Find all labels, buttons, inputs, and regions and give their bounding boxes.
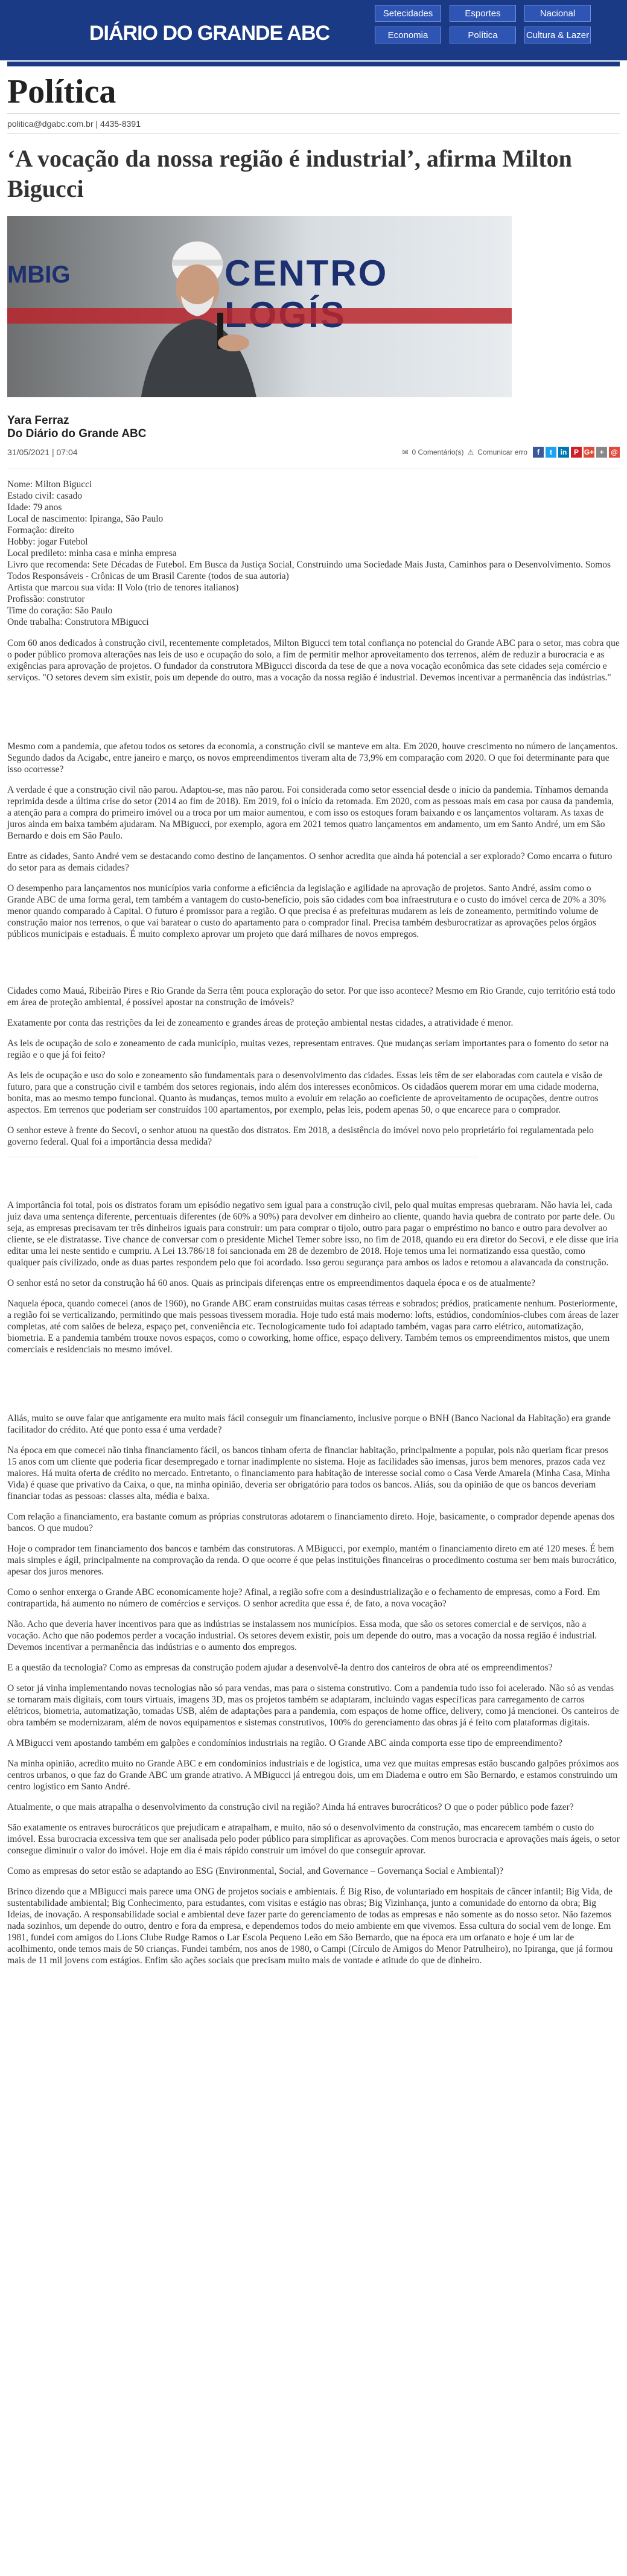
article-paragraph: Cidades como Mauá, Ribeirão Pires e Rio Grande da Serra têm pouca exploração do setor. Por que isso acontece? Mesmo em Rio Grande, cujo território está todo em área de proteção ambiental, é possível apostar na construção de imóveis? (7, 986, 616, 1008)
profile-fact: Nome: Milton Bigucci (7, 479, 92, 490)
article-paragraph: Atualmente, o que mais atrapalha o desenvolvimento da construção civil na região? Ainda há entraves burocráticos? O que o poder público pode fazer? (7, 1802, 574, 1812)
nav-nacional[interactable]: Nacional (524, 5, 591, 22)
article-paragraph: Como o senhor enxerga o Grande ABC economicamente hoje? Afinal, a região sofre com a desindustrialização e o fechamento de empresas, como a Ford. Em contrapartida, há aumento no número de comércios e serviços. O senhor acredita que essa é, de fato, a nova vocação? (7, 1587, 600, 1609)
paragraph-group-4 (7, 1413, 620, 1966)
nav-politica[interactable]: Política (450, 27, 516, 43)
nav-cultura-lazer[interactable]: Cultura & Lazer (524, 27, 591, 43)
profile-fact: Artista que marcou sua vida: Il Volo (trio de tenores italianos) (7, 583, 239, 593)
paragraph-group-1 (7, 741, 620, 940)
profile-fact: Idade: 79 anos (7, 502, 62, 513)
profile-fact: Onde trabalha: Construtora MBigucci (7, 617, 149, 627)
author-name: Yara Ferraz (7, 414, 69, 427)
profile-fact: Hobby: jogar Futebol (7, 537, 88, 547)
profile-fact: Formação: direito (7, 525, 74, 535)
article-paragraph: O desempenho para lançamentos nos municípios varia conforme a eficiência da legislação e agilidade na aprovação de projetos. Santo André, assim como o Grande ABC de uma forma geral, tem também a vantagem do custo-benefício, pois são cidades com boa infraestrutura e o custo do imóvel cerca de 20% a 30% menor quando comparado à Capital. O futuro é promissor para a região. O que precisa é as prefeituras mudarem as leis de zoneamento, permitindo volume de construção maior nos terrenos, o que vai baratear o custo do apartamento para o comprador final. Precisa também desburocratizar as aprovações pelos órgãos públicos municipais e estaduais. É muito complexo aprovar um projeto que dará milhares de novos empregos. (7, 883, 606, 939)
article-paragraph: Na minha opinião, acredito muito no Grande ABC e em condomínios industriais e de logística, uma vez que muitas empresas estão buscando galpões próximos aos centros urbanos, o que faz do Grande ABC um grande atrativo. A MBigucci já entregou dois, um em Diadema e outro em São Bernardo, e estamos construindo um centro logístico em Santo André. (7, 1759, 619, 1792)
profile-fact: Local predileto: minha casa e minha empresa (7, 548, 177, 558)
facebook-icon[interactable]: f (533, 447, 544, 458)
twitter-icon[interactable]: t (546, 447, 556, 458)
article-paragraph: Não. Acho que deveria haver incentivos para que as indústrias se instalassem nos municípios. Essa moda, que são os setores comercial e de serviços, não a vocação. Acho que não podemos perder a vocação industrial. Os setores devem existir, pois um depende do outro, mas a vocação da nossa região é industrial. Devemos incentivar a permanência das indústrias e o aumento dos empregos. (7, 1619, 597, 1652)
article-paragraph: A importância foi total, pois os distratos foram um episódio negativo sem igual para a construção civil, pelo qual muitas empresas quebraram. Não havia lei, cada juiz dava uma sentença diferente, percentuais diferentes (de 60% a 90%) para devolver em dinheiro ao cliente, quando havia quebra de contrato por parte dele. Ou seja, as empresas precisavam ter três dinheiros iguais para construir: um para comprar o tijolo, outro para pagar o empréstimo no banco e outro para devolver ao cliente, se ele distratasse. Tive chance de conversar com o presidente Michel Temer sobre isso, no fim de 2018, quando eu era diretor do Secovi, e ele disse que iria editar uma lei neste sentido e cumpriu. A Lei 13.786/18 foi sancionada em 28 de dezembro de 2018. Hoje temos uma lei normatizando essa questão, como qualquer país civilizado, onde as duas partes respondem pelo que foi acordado. Isso gerou segurança para ambos os lados e retomou a alavancada da construção. (7, 1200, 619, 1268)
article-photo (7, 216, 512, 397)
article-paragraph: Com 60 anos dedicados à construção civil, recentemente completados, Milton Bigucci tem total confiança no potencial do Grande ABC para o setor, mas cobra que o poder público promova alterações nas leis de uso e ocupação do solo, a fim de permitir melhor aproveitamento dos terrenos, além de reduzir a burocracia e as exigências para aprovação de projetos. O fundador da construtora MBigucci discorda da tese de que a nova vocação econômica das sete cidades seja comércio e serviços. "O setores devem sim existir, pois um depende do outro, mas a vocação da nossa região é industrial. Devemos incentivar a permanência das indústrias." (7, 638, 620, 683)
publish-date: 31/05/2021 | 07:04 (7, 447, 78, 457)
share-icon[interactable]: + (596, 447, 607, 458)
profile-fact: Time do coração: São Paulo (7, 606, 113, 616)
section-contact[interactable]: politica@dgabc.com.br | 4435-8391 (7, 114, 620, 134)
article-paragraph: Mesmo com a pandemia, que afetou todos os setores da economia, a construção civil se manteve em alta. Em 2020, houve crescimento no número de lançamentos. Segundo dados da Acigabc, entre janeiro e março, os novos empreendimentos tiveram alta de 73,9% em comparação com 2020. O que foi determinante para que isso ocorresse? (7, 741, 618, 775)
article-paragraph: São exatamente os entraves burocráticos que prejudicam e atrapalham, e muito, não só o desenvolvimento da construção, mas encarecem também o custo do imóvel. Essa burocracia excessiva tem que ser analisada pelo poder público para simplificar as aprovações. Com menos burocracia e aprovações mais ágeis, o setor consegue diminuir o valor do imóvel. Hoje em dia é mais rápido construir um imóvel do que conseguir aprovar. (7, 1823, 620, 1856)
comment-icon: ✉ (402, 448, 409, 456)
nav-esportes[interactable]: Esportes (450, 5, 516, 22)
article-paragraph: A MBigucci vem apostando também em galpões e condomínios industriais na região. O Grande ABC ainda comporta esse tipo de empreendimento? (7, 1738, 562, 1748)
profile-fact: Estado civil: casado (7, 491, 82, 501)
article-body (7, 469, 620, 1966)
top-nav (375, 5, 591, 43)
article-paragraph: As leis de ocupação de solo e zoneamento de cada município, muitas vezes, representam entraves. Que mudanças seriam importantes para o fomento do setor na região e o que já foi feito? (7, 1038, 609, 1060)
inline-ad-space (7, 692, 620, 741)
pinterest-icon[interactable]: P (571, 447, 582, 458)
article-paragraph: Entre as cidades, Santo André vem se destacando como destino de lançamentos. O senhor acredita que ainda há potencial a ser explorado? Como encarra o futuro do setor para as demais cidades? (7, 851, 613, 873)
nav-setecidades[interactable]: Setecidades (375, 5, 441, 22)
article-paragraph: O senhor está no setor da construção há 60 anos. Quais as principais diferenças entre os empreendimentos daquela época e os de atualmente? (7, 1278, 536, 1288)
article-paragraph: O senhor esteve à frente do Secovi, o senhor atuou na questão dos distratos. Em 2018, a desistência do imóvel novo pelo proprietário foi regulamentada pelo governo federal. Qual foi a importância dessa medida? (7, 1125, 594, 1147)
article-paragraph: Exatamente por conta das restrições da lei de zoneamento e grandes áreas de proteção ambiental nestas cidades, a atratividade é menor. (7, 1018, 514, 1028)
article-paragraph: E a questão da tecnologia? Como as empresas da construção podem ajudar a desenvolvê-la dentro dos canteiros de obra até os empreendimentos? (7, 1663, 553, 1673)
share-buttons (531, 447, 620, 458)
article-paragraph: Aliás, muito se ouve falar que antigamente era muito mais fácil conseguir um financiamento, inclusive porque o BNH (Banco Nacional da Habitação) era grande facilitador do crédito. Até que ponto essa é uma verdade? (7, 1413, 611, 1435)
linkedin-icon[interactable]: in (558, 447, 569, 458)
header-rule (7, 62, 620, 66)
article-paragraph: Brinco dizendo que a MBigucci mais parece uma ONG de projetos sociais e ambientais. É Big Riso, de voluntariado em hospitais de câncer infantil; Big Vida, de sustentabilidade ambiental; Big Conhecimento, para estudantes, com visitas e estágio nas obras; Big Vizinhança, junto a comunidade do entorno da obra; Big Ideias, de inovação. A responsabilidade social e ambiental deve fazer parte do gerenciamento de todas as empresas e não somente as do nosso setor. Não fazemos nada sozinhos, um depende do outro, dentro e fora da empresa, e dependemos todos do meio ambiente em que vivemos. Essa cultura do social vem de longe. Em 1981, fundei com amigos do Lions Clube Rudge Ramos o Lar Escola Pequeno Leão em São Bernardo, que na época era um orfanato e hoje é um lar de acolhimento, onde temos mais de 50 crianças. Fundei também, nos anos de 1980, o Campi (Círculo de Amigos do Menor Patrulheiro), no Ipiranga, que já formou mais de 11 mil jovens com estágios. Enfim são ações sociais que precisam muito mais de vontade e atitude do que de dinheiro. (7, 1887, 613, 1966)
profile-fact: Local de nascimento: Ipiranga, São Paulo (7, 514, 164, 524)
profile-fact: Livro que recomenda: Sete Décadas de Futebol. Em Busca da Justiça Social, Construindo uma Sociedade Mais Justa, Caminhos para o Desenvolvimento. Somos Todos Responsáveis - Crônicas de um Brasil Carente (todos de sua autoria) (7, 560, 611, 581)
photo-person (128, 222, 267, 397)
profile-fact: Profissão: construtor (7, 594, 85, 604)
article-paragraph: Como as empresas do setor estão se adaptando ao ESG (Environmental, Social, and Governance – Governança Social e Ambiental)? (7, 1866, 504, 1876)
article-paragraph: Na época em que comecei não tinha financiamento fácil, os bancos tinham oferta de financiar habitação, principalmente a popular, pois não queriam ficar presos 15 anos com um cliente que poderia ficar desempregado e tornar inadimplente no sistema. Hoje as facilidades são imensas, juros bem menores, prazos cada vez maiores. Há muita oferta de crédito no mercado. Entretanto, o financiamento para habitação de interesse social como o Casa Verde Amarela (Minha Casa, Minha Vida) é quase que privativo da Caixa, o que, na minha opinião, deveria ser obrigatório para todos os bancos. Aliás, sou da opinião de que os bancos deveriam financiar todas as pessoas: classes alta, média e baixa. (7, 1445, 610, 1501)
email-icon[interactable]: @ (609, 447, 620, 458)
site-header (0, 0, 627, 60)
article-paragraph: A verdade é que a construção civil não parou. Adaptou-se, mas não parou. Foi considerada como setor essencial desde o início da pandemia. Tínhamos demanda reprimida desde a última crise do setor (2014 ao fim de 2018). Em 2019, foi o início da retomada. Em 2020, com as pessoas mais em casa por causa da pandemia, a atenção para a compra do primeiro imóvel ou a troca por um maior aumentou, e com isso os estoques foram baixando e os lançamentos voltaram. As taxas de juros ainda em baixa também ajudaram. Na MBigucci, por exemplo, agora em 2021 temos quatro lançamentos em andamento, um em Santo André, um em São Bernardo e dois em São Paulo. (7, 785, 614, 841)
comments-link[interactable]: 0 Comentário(s) (412, 448, 464, 456)
article-paragraph: Hoje o comprador tem financiamento dos bancos e também das construtoras. A MBigucci, por exemplo, mantém o financiamento direto em até 120 meses. É bem mais simples e ágil, principalmente na comprovação da renda. O que ocorre é que pelas instituições financeiras o procedimento costuma ser bem mais burocrático, apesar dos juros menores. (7, 1544, 617, 1577)
site-logo[interactable]: DIÁRIO DO GRANDE ABC (89, 22, 330, 45)
inline-ad-space (7, 949, 620, 985)
article-headline: ‘A vocação da nossa região é industrial’, afirma Milton Bigucci (7, 145, 572, 202)
report-error-link[interactable]: Comunicar erro (477, 448, 527, 456)
article-paragraph: Com relação a financiamento, era bastante comum as próprias construtoras adotarem o financiamento direto. Hoje, basicamente, o comprador depende apenas dos bancos. O que mudou? (7, 1512, 615, 1533)
outlet-name: Do Diário do Grande ABC (7, 427, 147, 440)
article-paragraph: As leis de ocupação e uso do solo e zoneamento são fundamentais para o desenvolvimento das cidades. Essas leis têm de ser elaboradas com cautela e visão de futuro, para que a construção civil e também dos setores regionais, indo além dos interesses econômicos. Os cidadãos querem morar em uma cidade moderna, bonita, mas ao mesmo tempo funcional. Quanto às mudanças, temos muito a evoluir em relação ao coeficiente de aproveitamento de ocupações, dentre outros aspectos. Em terrenos que poderiam ser construídos 100 apartamentos, por exemplo, pelas leis, podem apenas 50, o que encarece para o comprador. (7, 1070, 603, 1115)
paragraph-group-intro (7, 638, 620, 683)
photo-sign-left: MBIG (7, 261, 71, 288)
meta-row (7, 444, 620, 469)
byline (7, 402, 620, 444)
googleplus-icon[interactable]: G+ (584, 448, 594, 456)
report-icon: ⚠ (467, 448, 474, 456)
paragraph-group-2 (7, 985, 620, 1148)
inline-ad-space (7, 1364, 620, 1413)
article-paragraph: Naquela época, quando comecei (anos de 1960), no Grande ABC eram construídas muitas casas térreas e sobrados; prédios, praticamente nenhum. Posteriormente, a região foi se verticalizando, permitindo que mais pessoas tivessem moradia. Hoje tudo está mais moderno: lofts, estúdios, condomínios-clubes com áreas de lazer completas, até com salões de beleza, espaço pet, conveniência etc. Tecnologicamente tudo foi adaptado também, vagas para carro elétrico, automatização, biometria. E a pandemia também trouxe novos espaços, como o coworking, home office, espaço delivery. Também temos os empreendimentos mistos, que unem comerciais e residenciais no mesmo imóvel. (7, 1299, 619, 1355)
article-actions (402, 447, 620, 458)
paragraph-group-3 (7, 1200, 620, 1355)
section-title: Política (7, 66, 620, 114)
photo-sign: CENTRO (224, 253, 389, 293)
article-paragraph: O setor já vinha implementando novas tecnologias não só para vendas, mas para o sistema construtivo. Com a pandemia tudo isso foi acelerado. Não só as vendas se tornaram mais digitais, com tours virtuais, imagens 3D, mas os projetos também se adaptaram, incluindo vagas específicas para carregamento de carros elétricos, biometria, automatização, tomadas USB, além de adaptações para a pandemia, com espaços de home office, delivery, como já mencionei. Os canteiros de obra também se modernizaram, além de novos equipamentos e sistemas construtivos, 100% do gerenciamento das obras já é feito com plataformas digitais. (7, 1683, 619, 1728)
profile-facts (7, 479, 620, 628)
nav-economia[interactable]: Economia (375, 27, 441, 43)
